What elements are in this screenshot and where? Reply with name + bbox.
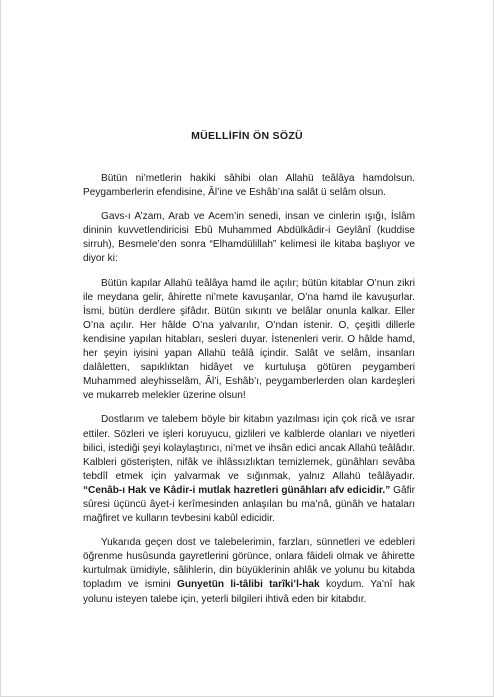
page-title: MÜELLİFİN ÖN SÖZÜ xyxy=(191,130,303,142)
paragraph-2-text: Gavs-ı A’zam, Arab ve Acem’in senedi, insan ve cinlerin ışığı, İslâm dininin kuvvetlendiricisi Ebû Muhammed Abdülkâdir-i Geylânî (kuddise sirruh), Besmele’den sonra “Elhamdülillah” kelimesi ile kitaba başlıyor ve diyor ki: xyxy=(83,211,415,265)
document-body xyxy=(83,172,415,607)
paragraph-4 xyxy=(83,413,415,526)
paragraph-1-text: Bütün ni’metlerin hakiki sâhibi olan Allahü teâlâya hamdolsun. Peygamberlerin efendisine, Âl’ine ve Eshâb’ına salât ü selâm olsun. xyxy=(83,173,415,199)
paragraph-5-bold-book-title: Gunyetün li-tâlibi tarîki’l-hak xyxy=(177,579,320,591)
paragraph-3-text: Bütün kapılar Allahü teâlâya hamd ile açılır; bütün kitablar O’nun zikri ile meydana gelir, âhirette ni’mete kavuşanlar, O’na hamd ile kavuşurlar. İsmi, bütün derdlere şifâdır. Bütün sıkıntı ve belâlar onunla kalkar. Eller O’na açılır. Her hâlde O’na yalvarılır, O’ndan istenir. O, çeşitli dillerle kendisine yapılan hitabları, sesleri duyar. İstenenleri verir. O hâlde hamd, her şeyin iyisini yapan Allahü teâlâ içindir. Salât ve selâm, insanları dalâletten, sapıklıktan hidâyet ve kurtuluşa götüren peygamberi Muhammed aleyhisselâm, Âl’i, Eshâb’ı, peygamberlerden olan kardeşleri ve mukarreb melekler üzerine olsun! xyxy=(83,277,415,402)
paragraph-5 xyxy=(83,536,415,606)
paragraph-1 xyxy=(83,172,415,200)
paragraph-4-bold-quote: “Cenâb-ı Hak ve Kâdir-i mutlak hazretleri günâhları afv edicidir.” xyxy=(83,484,391,496)
paragraph-4-text-after: Gâfir sûresi üçüncü âyet-i kerîmesinden anlaşılan bu ma’nâ, günâh ve hataları mağfiret ve kulların tevbesini kabûl edicidir. xyxy=(83,484,415,525)
paragraph-3 xyxy=(83,277,415,404)
paragraph-5-text-after: koydum. Ya’nî hak yolunu isteyen talebe için, yeterli bilgileri ihtivâ eden bir kitabdır. xyxy=(83,579,415,605)
paragraph-2 xyxy=(83,210,415,266)
paragraph-4-text: Dostlarım ve talebem böyle bir kitabın yazılması için çok ricâ ve ısrar ettiler. Sözleri ve işleri koruyucu, gizlileri ve kalblerde olanları ve niyetleri bilici, istediği şeyi kolaylaştırıcı, ni’met ve ihsân edici ancak Allahü teâlâdır. Kalbleri gösterişten, nifâk ve ihlâssızlıktan temizlemek, günâhları sevâba tebdîl etmek için yalvarmak ve sığınmak, yalnız Allahü teâlâyadır. xyxy=(83,414,415,482)
paragraph-5-text: Yukarıda geçen dost ve talebelerimin, farzları, sünnetleri ve edebleri öğrenme husûsunda gayretlerini görünce, onlara fâideli olmak ve âhirette kurtulmak ümidiyle, sâlihlerin, din büyüklerinin ahlâk ve yolunu bu kitabda topladım ve ismini xyxy=(83,537,415,591)
